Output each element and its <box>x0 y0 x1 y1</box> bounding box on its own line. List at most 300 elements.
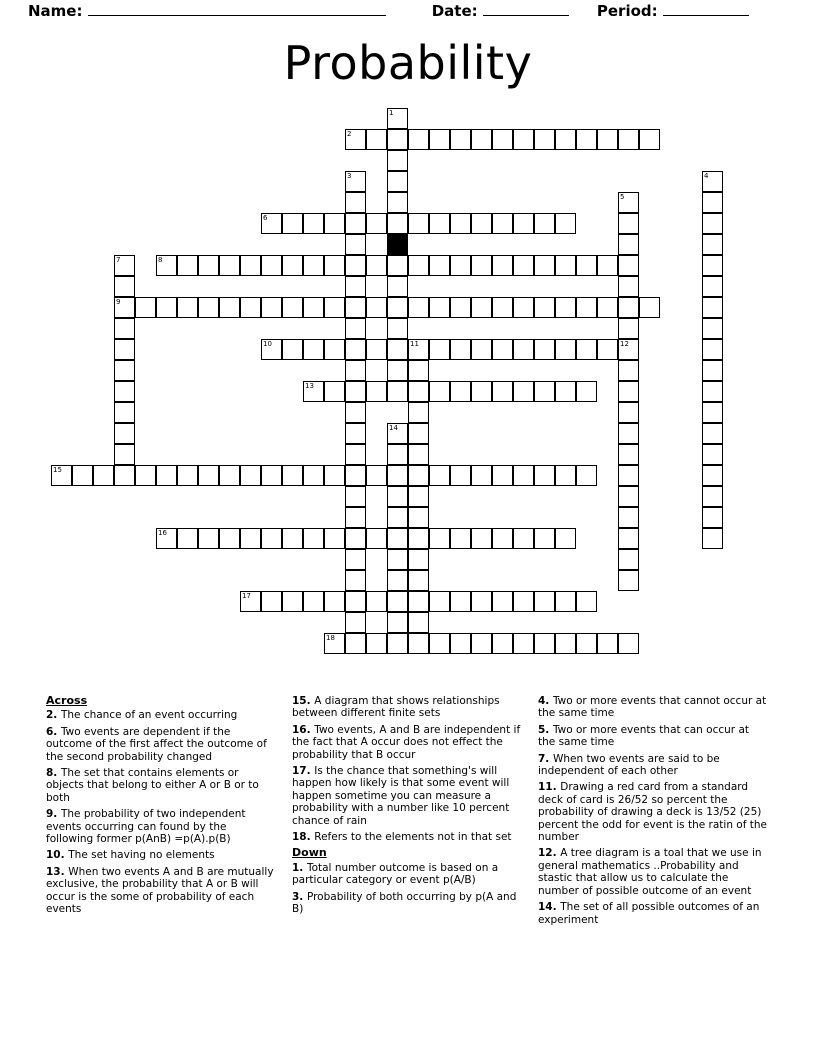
grid-cell[interactable] <box>555 297 576 318</box>
grid-cell[interactable] <box>114 465 135 486</box>
clue-number-label: 18. <box>292 831 315 844</box>
grid-cell[interactable] <box>345 591 366 612</box>
clue-text: Total number outcome is based on a particular category or event p(A/B) <box>292 861 499 887</box>
grid-cell[interactable] <box>366 255 387 276</box>
grid-cell[interactable] <box>471 129 492 150</box>
grid-cell[interactable] <box>450 213 471 234</box>
grid-cell[interactable] <box>408 423 429 444</box>
clue-number-label: 13. <box>46 865 69 878</box>
grid-cell[interactable] <box>597 255 618 276</box>
grid-cell[interactable] <box>534 465 555 486</box>
grid-cell[interactable] <box>429 339 450 360</box>
grid-cell[interactable] <box>345 276 366 297</box>
grid-cell[interactable] <box>471 381 492 402</box>
grid-cell[interactable] <box>345 486 366 507</box>
grid-cell[interactable] <box>345 318 366 339</box>
clue-item <box>46 726 276 763</box>
grid-cell[interactable] <box>303 381 324 402</box>
period-label: Period: <box>596 2 658 20</box>
clue-text: The set that contains elements or objects that belong to either A or B or to both <box>46 767 259 804</box>
grid-cell[interactable] <box>303 297 324 318</box>
grid-cell[interactable] <box>534 633 555 654</box>
grid-cell[interactable] <box>555 129 576 150</box>
name-label: Name: <box>28 2 83 20</box>
grid-cell[interactable] <box>240 528 261 549</box>
grid-cell[interactable] <box>534 339 555 360</box>
grid-cell[interactable] <box>387 339 408 360</box>
grid-cell[interactable] <box>303 528 324 549</box>
grid-cell[interactable] <box>618 633 639 654</box>
grid-cell[interactable] <box>366 528 387 549</box>
grid-cell[interactable] <box>576 129 597 150</box>
grid-cell[interactable] <box>555 465 576 486</box>
grid-cell[interactable] <box>450 633 471 654</box>
grid-cell[interactable] <box>702 444 723 465</box>
grid-cell[interactable] <box>597 129 618 150</box>
name-field[interactable] <box>28 2 386 20</box>
grid-cell[interactable] <box>366 297 387 318</box>
grid-cell[interactable] <box>702 297 723 318</box>
grid-cell[interactable] <box>408 339 429 360</box>
grid-cell[interactable] <box>261 255 282 276</box>
grid-cell[interactable] <box>345 549 366 570</box>
across-heading: Across <box>46 694 88 707</box>
grid-cell[interactable] <box>408 570 429 591</box>
grid-cell[interactable] <box>282 465 303 486</box>
grid-cell[interactable] <box>429 213 450 234</box>
grid-cell[interactable] <box>597 339 618 360</box>
grid-cell[interactable] <box>618 402 639 423</box>
grid-cell[interactable] <box>513 339 534 360</box>
grid-cell[interactable] <box>114 381 135 402</box>
grid-cell[interactable] <box>324 465 345 486</box>
grid-cell[interactable] <box>555 633 576 654</box>
grid-cell[interactable] <box>492 591 513 612</box>
grid-cell[interactable] <box>408 465 429 486</box>
clue-text: Refers to the elements not in that set <box>314 831 512 844</box>
grid-cell[interactable] <box>408 381 429 402</box>
grid-cell[interactable] <box>618 318 639 339</box>
grid-cell[interactable] <box>135 297 156 318</box>
grid-cell[interactable] <box>345 339 366 360</box>
grid-cell[interactable] <box>702 360 723 381</box>
grid-cell[interactable] <box>387 612 408 633</box>
grid-cell[interactable] <box>471 465 492 486</box>
grid-cell[interactable] <box>408 360 429 381</box>
grid-cell[interactable] <box>345 213 366 234</box>
grid-cell[interactable] <box>408 486 429 507</box>
grid-cell[interactable] <box>513 591 534 612</box>
grid-cell[interactable] <box>240 465 261 486</box>
grid-cell[interactable] <box>471 339 492 360</box>
grid-cell[interactable] <box>114 444 135 465</box>
grid-cell[interactable] <box>345 129 366 150</box>
grid-cell[interactable] <box>261 591 282 612</box>
grid-cell[interactable] <box>702 486 723 507</box>
grid-cell[interactable] <box>51 465 72 486</box>
grid-cell[interactable] <box>534 381 555 402</box>
grid-cell[interactable] <box>555 255 576 276</box>
grid-cell[interactable] <box>408 297 429 318</box>
grid-cell[interactable] <box>576 297 597 318</box>
grid-cell[interactable] <box>345 297 366 318</box>
grid-cell[interactable] <box>471 213 492 234</box>
grid-cell[interactable] <box>429 465 450 486</box>
grid-cell[interactable] <box>534 591 555 612</box>
grid-cell[interactable] <box>597 633 618 654</box>
grid-cell[interactable] <box>534 528 555 549</box>
grid-cell[interactable] <box>261 339 282 360</box>
grid-cell[interactable] <box>261 213 282 234</box>
grid-cell[interactable] <box>618 234 639 255</box>
grid-cell[interactable] <box>513 129 534 150</box>
grid-cell[interactable] <box>534 255 555 276</box>
grid-cell[interactable] <box>345 444 366 465</box>
grid-cell[interactable] <box>387 507 408 528</box>
grid-cell[interactable] <box>324 591 345 612</box>
grid-cell[interactable] <box>177 528 198 549</box>
grid-cell[interactable] <box>387 171 408 192</box>
grid-cell[interactable] <box>555 339 576 360</box>
grid-cell[interactable] <box>492 129 513 150</box>
grid-cell[interactable] <box>597 297 618 318</box>
grid-cell[interactable] <box>387 213 408 234</box>
grid-cell[interactable] <box>702 255 723 276</box>
grid-cell[interactable] <box>429 255 450 276</box>
grid-cell[interactable] <box>240 297 261 318</box>
grid-cell[interactable] <box>618 570 639 591</box>
grid-cell[interactable] <box>576 591 597 612</box>
grid-cell[interactable] <box>618 360 639 381</box>
grid-cell[interactable] <box>513 465 534 486</box>
grid-cell[interactable] <box>303 465 324 486</box>
grid-cell[interactable] <box>618 276 639 297</box>
grid-cell[interactable] <box>408 213 429 234</box>
grid-cell[interactable] <box>177 255 198 276</box>
grid-cell[interactable] <box>387 591 408 612</box>
grid-cell[interactable] <box>450 339 471 360</box>
grid-cell[interactable] <box>429 381 450 402</box>
grid-cell[interactable] <box>555 591 576 612</box>
grid-cell[interactable] <box>345 570 366 591</box>
grid-cell[interactable] <box>513 255 534 276</box>
grid-cell[interactable] <box>618 444 639 465</box>
grid-cell[interactable] <box>513 381 534 402</box>
clue-number-label: 8. <box>46 767 61 780</box>
grid-cell[interactable] <box>219 528 240 549</box>
grid-cell[interactable] <box>534 297 555 318</box>
grid-cell[interactable] <box>219 255 240 276</box>
grid-cell[interactable] <box>702 528 723 549</box>
grid-cell[interactable] <box>618 507 639 528</box>
grid-cell[interactable] <box>366 633 387 654</box>
crossword-grid[interactable] <box>51 108 765 675</box>
grid-cell[interactable] <box>618 297 639 318</box>
grid-cell[interactable] <box>702 507 723 528</box>
grid-cell[interactable] <box>576 633 597 654</box>
grid-cell[interactable] <box>618 465 639 486</box>
clue-text: A diagram that shows relationships between different finite sets <box>292 695 500 720</box>
grid-cell[interactable] <box>366 339 387 360</box>
grid-cell[interactable] <box>345 381 366 402</box>
grid-cell[interactable] <box>534 129 555 150</box>
grid-cell[interactable] <box>387 318 408 339</box>
grid-cell[interactable] <box>177 297 198 318</box>
grid-cell[interactable] <box>345 528 366 549</box>
grid-cell[interactable] <box>282 255 303 276</box>
grid-cell[interactable] <box>345 423 366 444</box>
grid-cell[interactable] <box>576 255 597 276</box>
grid-cell[interactable] <box>555 528 576 549</box>
grid-cell[interactable] <box>282 339 303 360</box>
grid-cell[interactable] <box>408 612 429 633</box>
clue-text: Drawing a red card from a standard deck of card is 26/52 so percent the probability of drawing a deck is 13/52 (25) percent the odd for event is the ratin of the number <box>538 781 767 844</box>
grid-cell[interactable] <box>324 297 345 318</box>
grid-cell[interactable] <box>387 528 408 549</box>
grid-cell[interactable] <box>345 507 366 528</box>
grid-cell[interactable] <box>618 549 639 570</box>
grid-cell[interactable] <box>429 129 450 150</box>
clue-item <box>292 724 522 761</box>
grid-cell[interactable] <box>345 255 366 276</box>
grid-cell[interactable] <box>282 213 303 234</box>
grid-cell[interactable] <box>471 297 492 318</box>
grid-cell[interactable] <box>219 297 240 318</box>
clue-number-label: 1. <box>292 861 307 874</box>
grid-cell[interactable] <box>387 150 408 171</box>
grid-cell[interactable] <box>387 276 408 297</box>
grid-cell[interactable] <box>114 360 135 381</box>
grid-cell[interactable] <box>261 297 282 318</box>
grid-cell[interactable] <box>471 591 492 612</box>
grid-cell[interactable] <box>303 591 324 612</box>
grid-cell[interactable] <box>513 297 534 318</box>
grid-cell[interactable] <box>240 591 261 612</box>
grid-cell[interactable] <box>345 234 366 255</box>
grid-cell[interactable] <box>261 465 282 486</box>
grid-cell[interactable] <box>261 528 282 549</box>
grid-cell[interactable] <box>408 507 429 528</box>
grid-cell[interactable] <box>387 108 408 129</box>
grid-cell[interactable] <box>93 465 114 486</box>
grid-cell[interactable] <box>282 297 303 318</box>
grid-cell[interactable] <box>324 255 345 276</box>
grid-cell[interactable] <box>114 297 135 318</box>
grid-cell[interactable] <box>387 549 408 570</box>
grid-cell[interactable] <box>345 633 366 654</box>
grid-cell[interactable] <box>387 423 408 444</box>
clue-number: 17 <box>242 592 251 600</box>
grid-cell[interactable] <box>618 423 639 444</box>
grid-cell[interactable] <box>408 444 429 465</box>
grid-cell[interactable] <box>282 591 303 612</box>
clue-text: When two events are said to be independent of each other <box>538 752 720 778</box>
grid-cell[interactable] <box>387 129 408 150</box>
grid-cell[interactable] <box>618 339 639 360</box>
grid-cell[interactable] <box>408 591 429 612</box>
grid-cell[interactable] <box>156 528 177 549</box>
grid-cell[interactable] <box>618 381 639 402</box>
grid-cell[interactable] <box>387 465 408 486</box>
grid-cell[interactable] <box>702 381 723 402</box>
grid-cell[interactable] <box>156 297 177 318</box>
grid-cell[interactable] <box>114 318 135 339</box>
grid-cell[interactable] <box>198 255 219 276</box>
grid-cell[interactable] <box>702 339 723 360</box>
grid-cell[interactable] <box>702 318 723 339</box>
grid-cell[interactable] <box>177 465 198 486</box>
grid-cell[interactable] <box>366 129 387 150</box>
grid-cell[interactable] <box>408 528 429 549</box>
grid-cell[interactable] <box>576 339 597 360</box>
period-blank-rule[interactable] <box>663 15 749 16</box>
clue-text: Two events, A and B are independent if the fact that A occur does not effect the probability that B occur <box>292 723 521 761</box>
grid-cell[interactable] <box>324 339 345 360</box>
grid-cell[interactable] <box>429 528 450 549</box>
date-field[interactable] <box>432 2 569 20</box>
grid-cell[interactable] <box>135 465 156 486</box>
grid-cell[interactable] <box>429 297 450 318</box>
grid-cell[interactable] <box>366 213 387 234</box>
grid-cell[interactable] <box>450 297 471 318</box>
grid-cell[interactable] <box>450 129 471 150</box>
grid-cell[interactable] <box>303 255 324 276</box>
grid-cell[interactable] <box>513 213 534 234</box>
grid-cell[interactable] <box>345 612 366 633</box>
grid-cell[interactable] <box>513 633 534 654</box>
grid-cell[interactable] <box>387 360 408 381</box>
grid-cell[interactable] <box>471 528 492 549</box>
grid-cell[interactable] <box>345 465 366 486</box>
grid-cell[interactable] <box>450 255 471 276</box>
grid-cell[interactable] <box>303 213 324 234</box>
grid-cell[interactable] <box>366 591 387 612</box>
grid-cell[interactable] <box>702 402 723 423</box>
clue-text: Two or more events that can occur at the same time <box>538 723 749 749</box>
grid-cell[interactable] <box>345 171 366 192</box>
grid-cell[interactable] <box>219 465 240 486</box>
grid-cell[interactable] <box>198 528 219 549</box>
grid-cell[interactable] <box>492 213 513 234</box>
grid-cell[interactable] <box>450 528 471 549</box>
grid-cell[interactable] <box>618 213 639 234</box>
grid-cell[interactable] <box>450 381 471 402</box>
grid-cell[interactable] <box>492 465 513 486</box>
clue-text: The chance of an event occurring <box>60 709 238 722</box>
grid-cell[interactable] <box>387 297 408 318</box>
grid-cell[interactable] <box>387 255 408 276</box>
grid-cell[interactable] <box>303 339 324 360</box>
grid-cell[interactable] <box>576 465 597 486</box>
grid-cell[interactable] <box>408 402 429 423</box>
grid-cell[interactable] <box>387 444 408 465</box>
grid-cell[interactable] <box>513 528 534 549</box>
grid-cell[interactable] <box>534 213 555 234</box>
grid-cell[interactable] <box>450 465 471 486</box>
grid-cell[interactable] <box>702 171 723 192</box>
grid-cell[interactable] <box>408 633 429 654</box>
grid-cell[interactable] <box>492 297 513 318</box>
grid-cell[interactable] <box>366 381 387 402</box>
grid-cell[interactable] <box>366 465 387 486</box>
grid-cell[interactable] <box>240 255 261 276</box>
grid-cell[interactable] <box>492 381 513 402</box>
grid-cell[interactable] <box>387 633 408 654</box>
grid-cell[interactable] <box>618 528 639 549</box>
grid-cell[interactable] <box>408 255 429 276</box>
clues-section <box>46 695 770 930</box>
clue-number-label: 4. <box>538 695 553 707</box>
grid-cell[interactable] <box>639 297 660 318</box>
grid-cell[interactable] <box>618 129 639 150</box>
grid-cell[interactable] <box>198 465 219 486</box>
grid-cell[interactable] <box>324 528 345 549</box>
name-blank-rule[interactable] <box>88 15 386 16</box>
grid-cell[interactable] <box>345 360 366 381</box>
grid-cell[interactable] <box>429 591 450 612</box>
grid-cell[interactable] <box>702 192 723 213</box>
grid-cell[interactable] <box>618 255 639 276</box>
clue-text: Is the chance that something's will happen how likely is that some event will happen sometime you can measure a probability with a number like 10 percent chance of rain <box>292 765 510 827</box>
grid-cell[interactable] <box>114 255 135 276</box>
grid-cell[interactable] <box>114 423 135 444</box>
grid-cell[interactable] <box>114 276 135 297</box>
grid-cell[interactable] <box>345 402 366 423</box>
grid-cell[interactable] <box>471 633 492 654</box>
grid-cell[interactable] <box>198 297 219 318</box>
grid-cell[interactable] <box>471 255 492 276</box>
grid-cell[interactable] <box>408 549 429 570</box>
grid-cell[interactable] <box>702 423 723 444</box>
grid-cell[interactable] <box>408 129 429 150</box>
grid-cell[interactable] <box>324 213 345 234</box>
grid-cell[interactable] <box>702 276 723 297</box>
grid-cell[interactable] <box>555 381 576 402</box>
grid-cell[interactable] <box>702 234 723 255</box>
date-blank-rule[interactable] <box>483 15 569 16</box>
grid-cell[interactable] <box>576 381 597 402</box>
grid-cell[interactable] <box>387 486 408 507</box>
grid-cell[interactable] <box>492 339 513 360</box>
grid-cell[interactable] <box>156 255 177 276</box>
grid-cell[interactable] <box>702 213 723 234</box>
clue-number: 13 <box>305 382 314 390</box>
grid-cell[interactable] <box>429 633 450 654</box>
grid-cell[interactable] <box>324 633 345 654</box>
grid-cell[interactable] <box>114 339 135 360</box>
grid-cell[interactable] <box>387 192 408 213</box>
grid-cell[interactable] <box>618 486 639 507</box>
grid-cell[interactable] <box>555 213 576 234</box>
grid-cell[interactable] <box>387 570 408 591</box>
grid-cell[interactable] <box>345 192 366 213</box>
period-field[interactable] <box>597 2 749 20</box>
grid-cell[interactable] <box>72 465 93 486</box>
grid-cell[interactable] <box>618 192 639 213</box>
grid-cell[interactable] <box>492 528 513 549</box>
grid-cell[interactable] <box>702 465 723 486</box>
grid-cell[interactable] <box>282 528 303 549</box>
grid-cell[interactable] <box>492 255 513 276</box>
grid-cell[interactable] <box>387 381 408 402</box>
grid-cell[interactable] <box>492 633 513 654</box>
grid-cell[interactable] <box>450 591 471 612</box>
clue-number: 3 <box>347 172 352 180</box>
grid-cell[interactable] <box>324 381 345 402</box>
grid-cell[interactable] <box>639 129 660 150</box>
grid-cell[interactable] <box>156 465 177 486</box>
grid-cell[interactable] <box>114 402 135 423</box>
